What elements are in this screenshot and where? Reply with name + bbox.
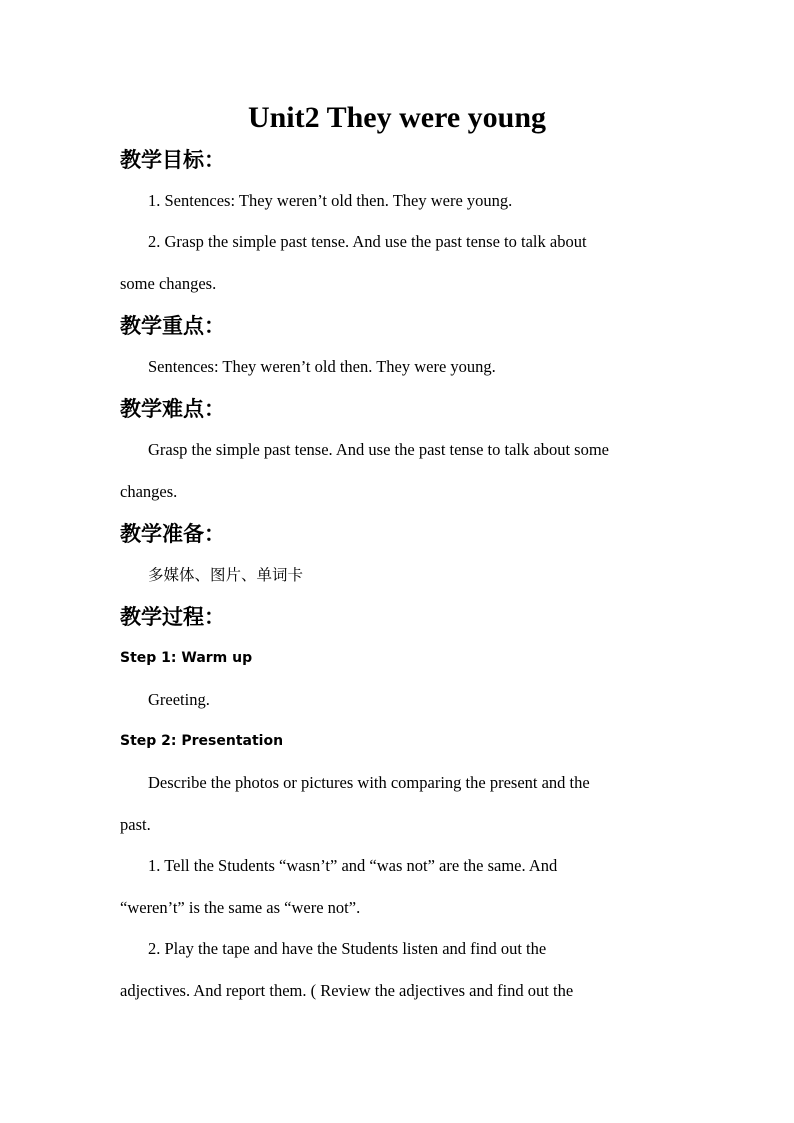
preparation-heading: 教学准备： xyxy=(120,521,225,546)
difficulties-line-1-cont: changes. xyxy=(120,482,178,501)
preparation-line-1: 多媒体、图片、单词卡 xyxy=(148,566,304,584)
key-points-line-1: Sentences: They weren’t old then. They were young. xyxy=(148,357,496,376)
step-2-line-1: Describe the photos or pictures with comparing the present and the xyxy=(148,773,590,792)
objectives-line-2-cont: some changes. xyxy=(120,274,217,293)
objectives-heading: 教学目标： xyxy=(120,147,225,172)
step-2-line-3: 2. Play the tape and have the Students listen and find out the xyxy=(148,939,547,958)
step-1-line-1: Greeting. xyxy=(148,690,210,709)
step-2-line-3-cont: adjectives. And report them. ( Review the adjectives and find out the xyxy=(120,981,574,1000)
step-2-line-2-cont: “weren’t” is the same as “were not”. xyxy=(120,898,361,917)
step-2-line-2: 1. Tell the Students “wasn’t” and “was not” are the same. And xyxy=(148,856,558,875)
objectives-line-2: 2. Grasp the simple past tense. And use the past tense to talk about xyxy=(148,232,587,251)
key-points-heading: 教学重点： xyxy=(120,313,225,338)
process-heading: 教学过程： xyxy=(120,604,225,629)
step-2-label: Step 2: Presentation xyxy=(120,733,284,749)
objectives-line-1: 1. Sentences: They weren’t old then. They were young. xyxy=(148,191,513,210)
difficulties-line-1: Grasp the simple past tense. And use the past tense to talk about some xyxy=(148,440,609,459)
document-title: Unit2 They were young xyxy=(247,101,547,134)
step-1-label: Step 1: Warm up xyxy=(120,650,253,666)
difficulties-heading: 教学难点： xyxy=(120,396,225,421)
step-2-line-1-cont: past. xyxy=(120,815,151,834)
